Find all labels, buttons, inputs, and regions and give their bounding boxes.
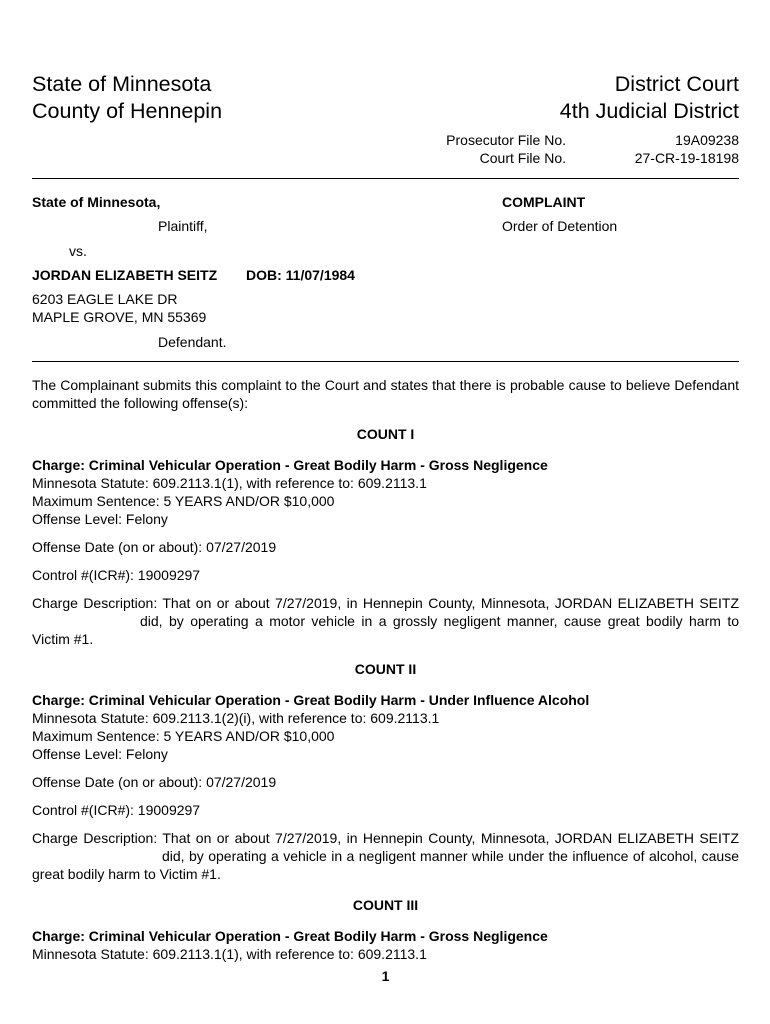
count-2-statute: Minnesota Statute: 609.2113.1(2)(i), with reference to: 609.2113.1: [32, 710, 440, 726]
defendant-dob: DOB: 11/07/1984: [246, 267, 355, 283]
defendant-name: JORDAN ELIZABETH SEITZ: [32, 267, 218, 283]
count-1-offense-date: Offense Date (on or about): 07/27/2019: [32, 539, 277, 555]
plaintiff-name: State of Minnesota,: [32, 194, 161, 210]
count-1-sentence: Maximum Sentence: 5 YEARS AND/OR $10,000: [32, 493, 335, 509]
court-name: District Court: [614, 72, 739, 96]
defendant-address-line1: 6203 EAGLE LAKE DR: [32, 291, 178, 307]
caption-divider: [32, 361, 739, 362]
count-2-sentence: Maximum Sentence: 5 YEARS AND/OR $10,000: [32, 728, 335, 744]
count-2-description-end: did, by operating a vehicle in a negligent manner while under the influence of alcohol, cause great bodily harm to Victim #1.: [32, 848, 739, 882]
count-2-heading: COUNT II: [354, 661, 417, 677]
prosecutor-file-label: Prosecutor File No.: [446, 132, 566, 148]
defendant-label: Defendant.: [158, 334, 227, 350]
county-name: County of Hennepin: [32, 99, 223, 123]
judicial-district: 4th Judicial District: [559, 99, 739, 123]
count-2-charge: Charge: Criminal Vehicular Operation - Great Bodily Harm - Under Influence Alcohol: [32, 692, 590, 708]
count-1-heading: COUNT I: [356, 426, 415, 442]
count-1-description-start: Charge Description: That on or about 7/27/2019, in Hennepin County, Minnesota, JORDAN ELIZABETH SEITZ: [32, 595, 739, 611]
complaint-page: [32, 0, 739, 1024]
prosecutor-file-number: 19A09238: [675, 132, 739, 148]
count-1-statute: Minnesota Statute: 609.2113.1(1), with reference to: 609.2113.1: [32, 475, 427, 491]
court-file-number: 27-CR-19-18198: [634, 150, 739, 166]
count-1-level: Offense Level: Felony: [32, 511, 168, 527]
count-3-heading: COUNT III: [352, 897, 419, 913]
page-number: 1: [381, 968, 390, 984]
count-1-control-number: Control #(ICR#): 19009297: [32, 567, 201, 583]
count-1-description: [32, 594, 739, 648]
defendant-address-line2: MAPLE GROVE, MN 55369: [32, 309, 207, 325]
order-type: Order of Detention: [502, 218, 618, 234]
count-1-charge: Charge: Criminal Vehicular Operation - Great Bodily Harm - Gross Negligence: [32, 457, 548, 473]
count-1-description-end: did, by operating a motor vehicle in a grossly negligent manner, cause great bodily harm to Victim #1.: [32, 613, 739, 647]
intro-paragraph: The Complainant submits this complaint to the Court and states that there is probable cause to believe Defendant committed the following offense(s):: [32, 377, 739, 411]
count-2-offense-date: Offense Date (on or about): 07/27/2019: [32, 774, 277, 790]
state-name: State of Minnesota: [32, 72, 212, 96]
header-divider: [32, 178, 739, 179]
count-2-description: [32, 829, 739, 883]
count-2-control-number: Control #(ICR#): 19009297: [32, 802, 201, 818]
count-2-level: Offense Level: Felony: [32, 746, 168, 762]
plaintiff-label: Plaintiff,: [158, 218, 208, 234]
court-file-label: Court File No.: [479, 150, 566, 166]
document-type: COMPLAINT: [502, 194, 586, 210]
count-3-statute: Minnesota Statute: 609.2113.1(1), with reference to: 609.2113.1: [32, 946, 427, 962]
versus: vs.: [69, 243, 87, 259]
count-3-charge: Charge: Criminal Vehicular Operation - Great Bodily Harm - Gross Negligence: [32, 928, 548, 944]
count-2-description-start: Charge Description: That on or about 7/27/2019, in Hennepin County, Minnesota, JORDAN ELIZABETH SEITZ: [32, 830, 739, 846]
